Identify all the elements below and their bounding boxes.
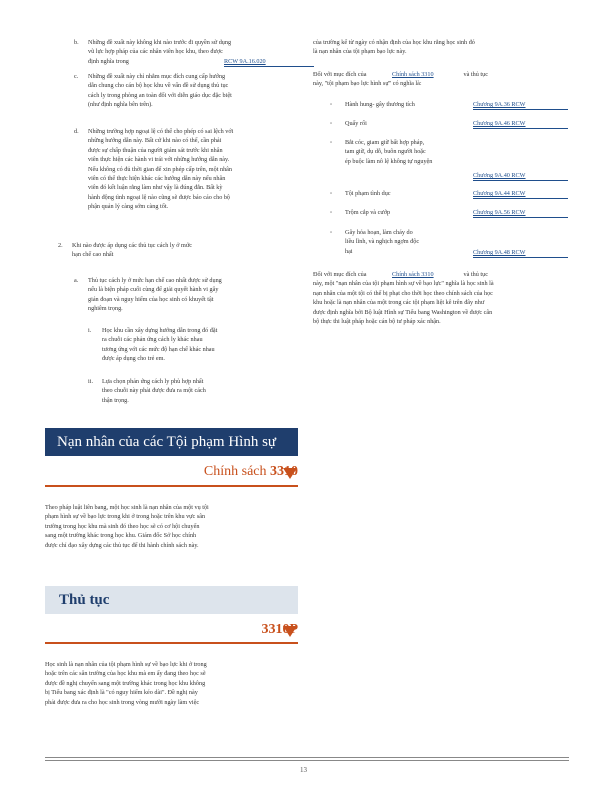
crime-name: Bắt cóc, giam giữ bất hợp pháp, tam giữ, dụ dỗ, buôn người hoặc ép buộc làm nô lệ không tự nguyện xyxy=(345,139,433,165)
bullet: ◦ xyxy=(330,139,333,146)
list-text: Thủ tục cách ly ở mức hạn chế cao nhất được sử dụng nếu là biện pháp cuối cùng để giải quyết hành vi gây gián đoạn và nguy hiểm của học sinh có khuyết tật nghiêm trọng. xyxy=(88,277,222,313)
crime-name: Hành hung- gây thương tích xyxy=(345,101,415,108)
outro-suffix: và thủ tục này, một "nạn nhân của tội phạm hình sự về bạo lực" nghĩa là học sinh là nạn nhân của một tội có thể bị phạt cho thời học theo chính sách của học khu hoặc là nạn nhân của một trong các tội phạm liệt kê trên đây như được định nghĩa bởi Bộ luật Hình sự Tiểu bang Washington về được cân bộ thực thi luật pháp hoặc cán bộ tư pháp xác nhận. xyxy=(313,271,494,326)
policy-number: 3310 xyxy=(270,464,298,479)
section-body: Theo pháp luật liên bang, một học sinh là nạn nhân của một vụ tội phạm hình sự về bạo lực trong khi ở trong hoặc trên khu vực sân trường trong học khu mà sinh đó theo học sẽ có cơ hội chuyển sang một trường khác trong học khu. Giám đốc Sở học chính được chỉ đạo xây dựng các thủ tục để thi hành chính sách này. xyxy=(45,504,209,549)
bullet: ◦ xyxy=(330,209,333,216)
triangle-down-icon xyxy=(283,468,297,479)
list-item-a xyxy=(74,276,234,314)
list-marker: c. xyxy=(74,73,79,80)
rcw-link[interactable]: Chương 9A.48 RCW xyxy=(473,248,568,258)
crime-row-kidnapping xyxy=(330,138,570,180)
outro-prefix: Đối với mục đích của xyxy=(313,271,367,278)
intro-prefix: Đối với mục đích của xyxy=(313,71,367,78)
rcw-link[interactable]: Chương 9A.44 RCW xyxy=(473,189,568,199)
crime-name: Quấy rối xyxy=(345,120,367,127)
rcw-link[interactable]: Chương 9A.56 RCW xyxy=(473,208,568,218)
rcw-link[interactable]: Chương 9A.46 RCW xyxy=(473,119,568,129)
bullet: ◦ xyxy=(330,101,333,108)
section-title-procedure: Thủ tục xyxy=(45,586,298,614)
divider xyxy=(45,485,298,487)
bullet: ◦ xyxy=(330,229,333,236)
section-title-victims: Nạn nhân của các Tội phạm Hình sự xyxy=(45,428,298,456)
list-text: Những đề xuất này chỉ nhằm mục đích cung cấp hướng dẫn chung cho cán bộ học khu về vấn đề sử dụng thủ tục cách ly trong phòng an toàn đối với diễn giáo dục đặc biệt (như định nghĩa bên trên). xyxy=(88,73,232,109)
list-marker: d. xyxy=(74,128,79,135)
crime-name: Tội phạm tình dục xyxy=(345,190,391,197)
bullet: ◦ xyxy=(330,190,333,197)
list-item-d xyxy=(74,127,234,212)
list-marker: 2. xyxy=(58,242,63,249)
crime-name: Gây hỏa hoạn, làm cháy do liều lĩnh, và nghịch ngợm độc hại xyxy=(345,229,420,255)
section-body: Học sinh là nạn nhân của tội phạm hình sự về bạo lực khi ở trong hoặc trên các sân trường của học khu mà em ấy đang theo học sẽ được đề nghị chuyển sang một trường khác trong học khu không bị Tiểu bang xác định là "có nguy hiểm kéo dài". Đề nghị này phải được đưa ra cho học sinh trong vòng mười ngày làm việc xyxy=(45,661,207,706)
definition-outro xyxy=(313,270,498,326)
bullet: ◦ xyxy=(330,120,333,127)
policy-3310-link[interactable]: Chính sách 3310 xyxy=(392,271,434,278)
list-marker: i. xyxy=(88,327,92,334)
list-item-b xyxy=(74,38,266,66)
list-marker: b. xyxy=(74,39,79,46)
policy-label: Chính sách xyxy=(203,464,267,479)
list-text: Khi nào được áp dụng các thủ tục cách ly ở mức hạn chế cao nhất xyxy=(72,242,192,259)
footer-rule xyxy=(45,760,569,761)
crime-name: Trộm cắp và cướp xyxy=(345,209,391,216)
rcw-link[interactable]: Chương 9A.36 RCW xyxy=(473,100,568,110)
list-text: Những đề xuất này không khi nào trước đi quyền sử dụng vũ lực hợp pháp của các nhân viên học khu, theo được định nghĩa trong xyxy=(88,39,232,65)
list-item-2 xyxy=(58,241,208,260)
list-text: Lựa chọn phản ứng cách ly phù hợp nhất theo chuỗi này phải được đưa ra một cách thận trọng. xyxy=(102,378,206,404)
policy-number: 3310P xyxy=(261,622,298,637)
rcw-link[interactable]: RCW 9A.16.020 xyxy=(224,57,314,67)
continuation-text: của trường kể từ ngày có nhận định của học khu rằng học sinh đó là nạn nhân của tội phạm bạo lực này. xyxy=(313,39,475,56)
definition-intro xyxy=(313,70,498,89)
list-item-ii xyxy=(88,377,208,405)
list-item-i xyxy=(88,326,218,364)
divider xyxy=(45,642,298,644)
list-marker: ii. xyxy=(88,378,93,385)
triangle-down-icon xyxy=(283,626,297,637)
page-number: 13 xyxy=(300,766,307,774)
list-marker: a. xyxy=(74,277,79,284)
list-text: Học khu cần xây dựng hướng dẫn trong đó đặt ra chuỗi các phản ứng cách ly khác nhau tương ứng với các mức độ hạn chế khác nhau được áp dụng cho trẻ em. xyxy=(102,327,218,363)
intro-suffix: và thủ tục này, "tội phạm bạo lực hình sự" có nghĩa là: xyxy=(313,71,488,88)
footer-rule xyxy=(45,757,569,758)
policy-3310-link[interactable]: Chính sách 3310 xyxy=(392,71,434,78)
rcw-link[interactable]: Chương 9A.40 RCW xyxy=(473,171,568,181)
list-item-c xyxy=(74,72,234,110)
list-text: Những trường hợp ngoại lệ có thể cho phép có sai lệch với những hướng dẫn này. Bất cứ khi nào có thể, cần phải được sự chấp thuận của người giám sát trước khi nhân viên thực hiện các hành vi trái với những hướng dẫn này. Nếu không có đủ thời gian để xin phép cấp trên, một nhân viên có thể thực hiện khác các hướng dẫn này nếu nhân viên đó kết luận rằng làm như vậy là đúng đắn. Bất kỳ hành động tình ngoại lệ nào cũng sẽ được báo cáo cho bộ phận quản lý càng sớm càng tốt. xyxy=(88,128,234,211)
crime-row-arson xyxy=(330,228,570,260)
